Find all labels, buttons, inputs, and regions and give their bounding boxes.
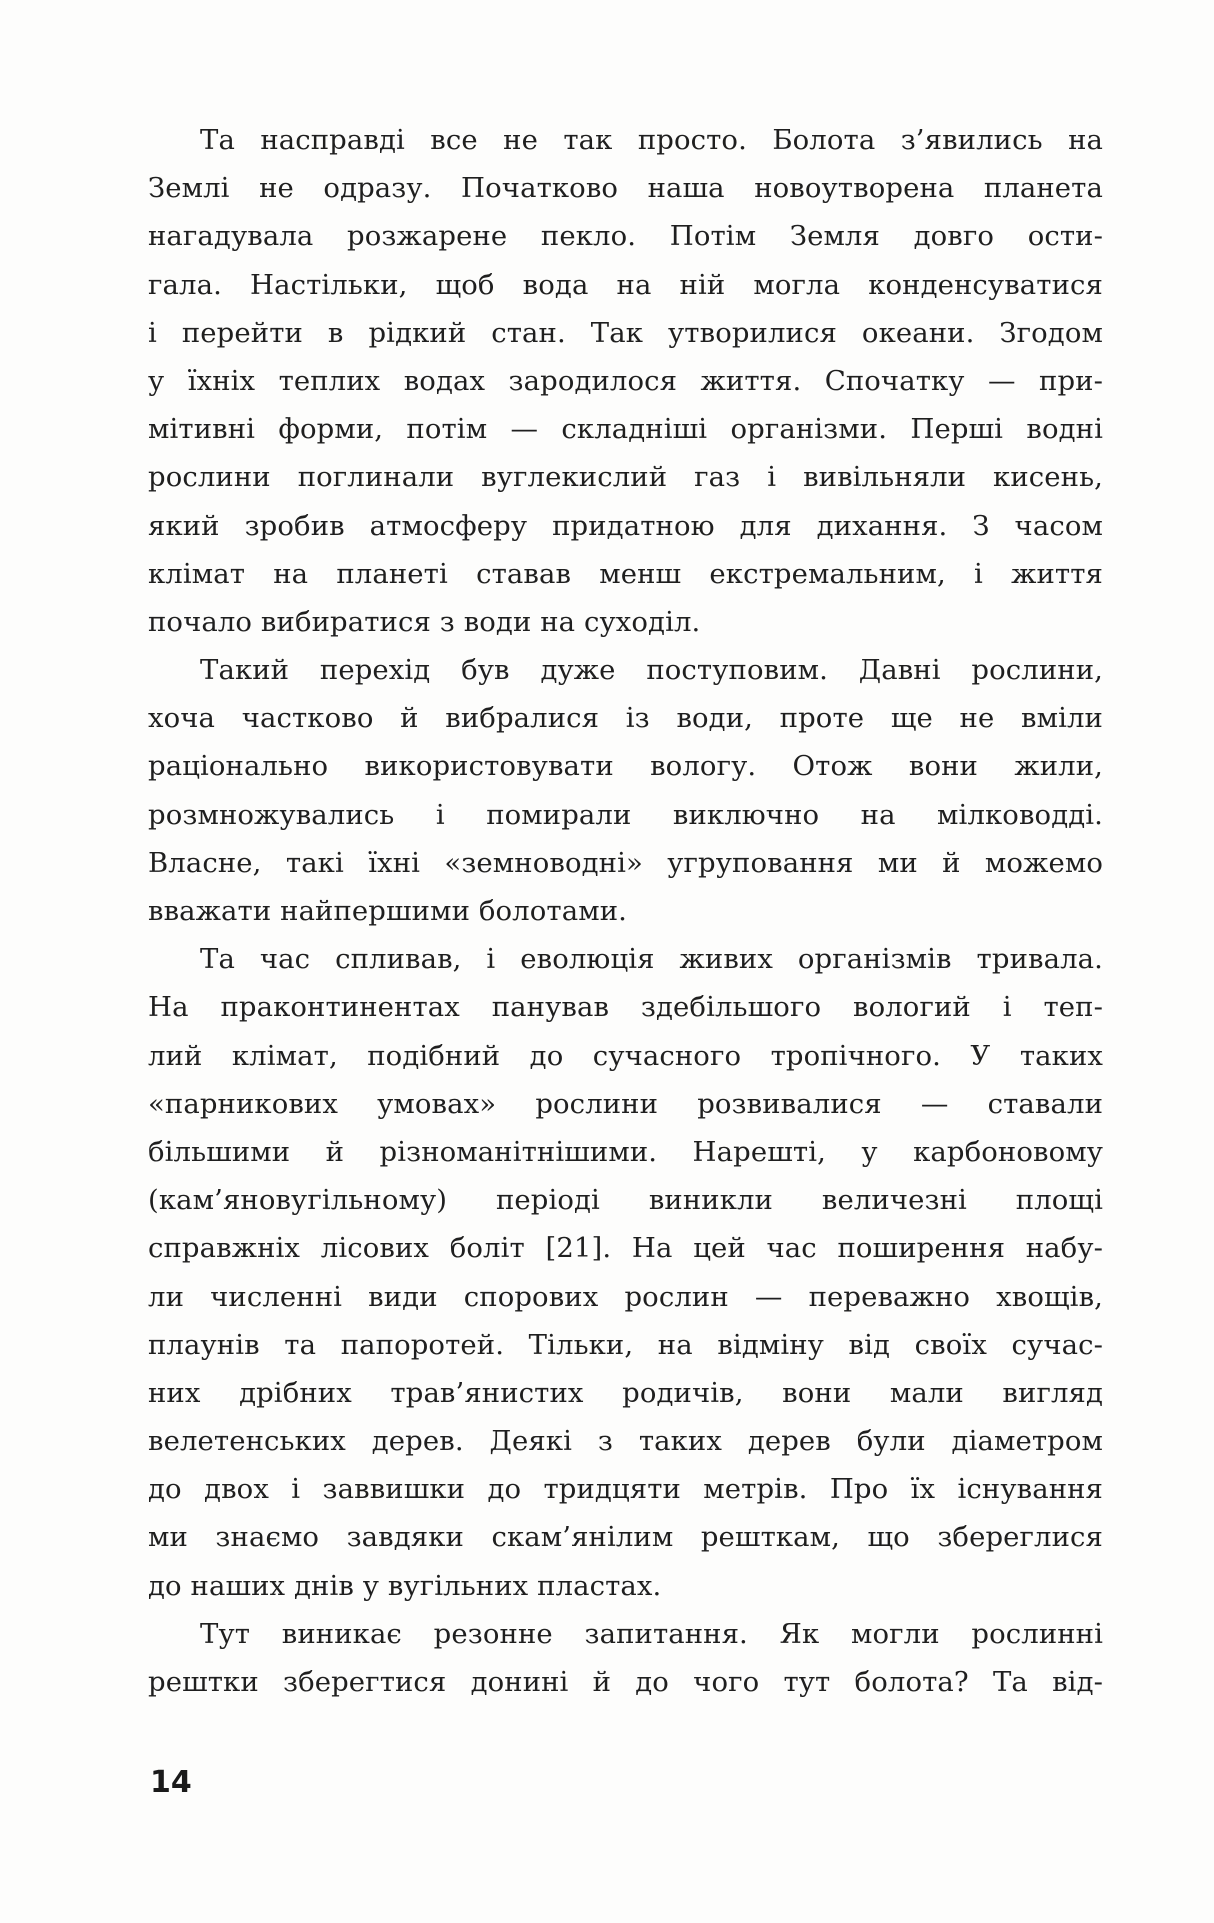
text-line: до двох і заввишки до тридцяти метрів. Про їх існування	[148, 1473, 1103, 1506]
text-line: більшими й різноманітнішими. Нарешті, у карбоновому	[148, 1135, 1103, 1168]
text-line: Тут виникає резонне запитання. Як могли рослинні	[200, 1617, 1103, 1650]
text-line: велетенських дерев. Деякі з таких дерев були діаметром	[148, 1425, 1103, 1458]
text-line: Та насправді все не так просто. Болота з’явились на	[200, 124, 1103, 156]
text-line: Такий перехід був дуже поступовим. Давні рослини,	[200, 654, 1103, 687]
text-line: гала. Настільки, щоб вода на ній могла конденсуватися	[148, 268, 1103, 301]
text-line: рослини поглинали вуглекислий газ і вивільняли кисень,	[148, 461, 1103, 494]
text-line: і перейти в рідкий стан. Так утворилися океани. Згодом	[148, 316, 1103, 349]
text-line: справжніх лісових боліт [21]. На цей час поширення набу-	[148, 1232, 1103, 1265]
page-number: 14	[150, 1765, 192, 1800]
text-line: вважати найпершими болотами.	[148, 895, 627, 927]
text-line: Та час спливав, і еволюція живих організмів тривала.	[200, 943, 1103, 976]
text-line: хоча частково й вибралися із води, проте ще не вміли	[148, 702, 1103, 735]
text-line: ми знаємо завдяки скам’янілим решткам, що збереглися	[148, 1521, 1103, 1554]
text-line: лий клімат, подібний до сучасного тропічного. У таких	[148, 1039, 1103, 1072]
text-line: (кам’яновугільному) періоді виникли величезні площі	[148, 1184, 1103, 1217]
text-line: плаунів та папоротей. Тільки, на відміну від своїх сучас-	[148, 1328, 1103, 1361]
text-line: Землі не одразу. Початково наша новоутворена планета	[148, 172, 1103, 205]
text-line: почало вибиратися з води на суходіл.	[148, 605, 701, 638]
text-line: рештки зберегтися донині й до чого тут болота? Та від-	[148, 1666, 1103, 1698]
text-line: ли численні види спорових рослин — переважно хвощів,	[148, 1280, 1103, 1313]
text-line: мітивні форми, потім — складніші організми. Перші водні	[148, 413, 1103, 446]
text-line: у їхніх теплих водах зародилося життя. Спочатку — при-	[148, 364, 1103, 397]
text-line: «парникових умовах» рослини розвивалися — ставали	[148, 1087, 1103, 1120]
text-line: розмножувались і помирали виключно на мілководді.	[148, 798, 1103, 831]
text-line: який зробив атмосферу придатною для дихання. З часом	[148, 509, 1103, 542]
body-text	[148, 116, 1103, 1706]
text-line: На праконтинентах панував здебільшого вологий і теп-	[148, 991, 1103, 1024]
text-line: клімат на планеті ставав менш екстремальним, і життя	[148, 557, 1103, 590]
text-line: них дрібних трав’янистих родичів, вони мали вигляд	[148, 1376, 1103, 1409]
text-line: раціонально використовувати вологу. Отож вони жили,	[148, 750, 1103, 783]
text-line: нагадувала розжарене пекло. Потім Земля довго ости-	[148, 220, 1103, 253]
text-line: до наших днів у вугільних пластах.	[148, 1569, 662, 1602]
text-line: Власне, такі їхні «земноводні» угруповання ми й можемо	[148, 846, 1103, 879]
